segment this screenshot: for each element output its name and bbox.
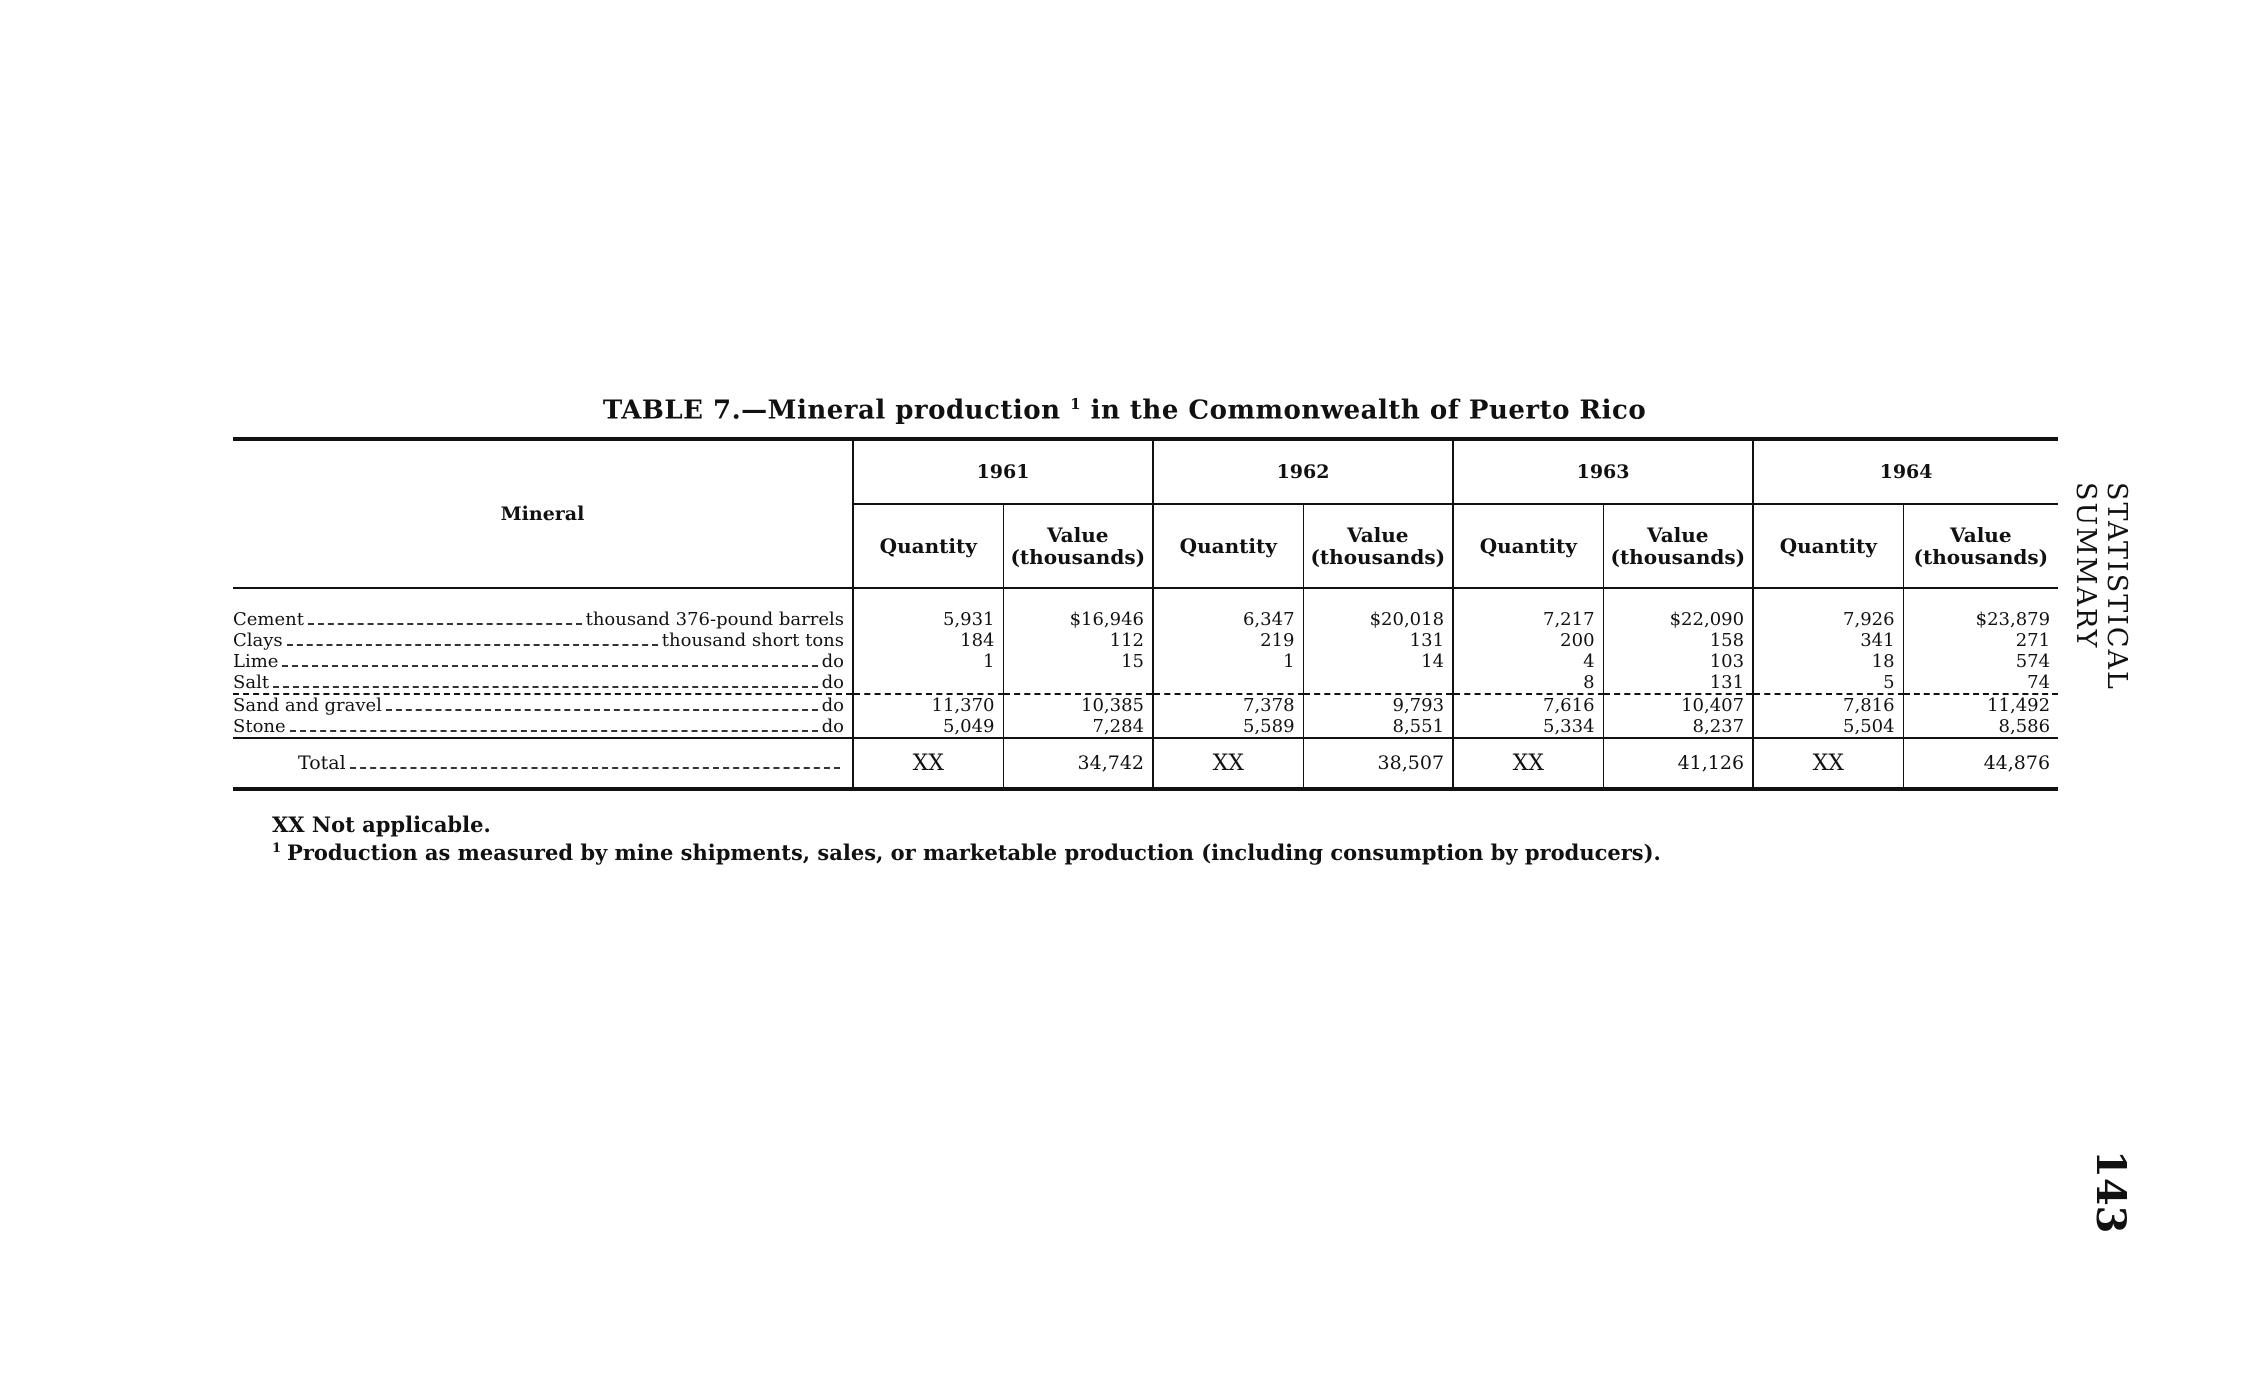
table-cell: 7,926 — [1753, 588, 1903, 630]
table-cell: 5 — [1753, 672, 1903, 694]
mineral-table-container — [233, 437, 2058, 791]
table-cell — [1303, 672, 1453, 694]
table-cell: 103 — [1603, 651, 1753, 672]
table-cell: 5,589 — [1153, 716, 1303, 738]
total-cell: XX — [853, 738, 1003, 789]
year-header-1963: 1963 — [1453, 439, 1753, 504]
table-cell: 5,049 — [853, 716, 1003, 738]
table-cell: 341 — [1753, 630, 1903, 651]
running-head: STATISTICAL SUMMARY — [2070, 482, 2132, 691]
table-cell: 7,217 — [1453, 588, 1603, 630]
total-label: Total — [233, 738, 853, 789]
table-cell — [1003, 672, 1153, 694]
table-cell: $16,946 — [1003, 588, 1153, 630]
total-cell: 34,742 — [1003, 738, 1153, 789]
mineral-label — [233, 630, 853, 651]
table-cell: 7,284 — [1003, 716, 1153, 738]
mineral-unit: do — [821, 672, 844, 693]
mineral-name: Clays — [233, 630, 283, 651]
total-cell: XX — [1753, 738, 1903, 789]
table-cell: 8,237 — [1603, 716, 1753, 738]
mineral-unit: thousand short tons — [661, 630, 844, 651]
quantity-header: Quantity — [1453, 504, 1603, 588]
mineral-name: Lime — [233, 651, 279, 672]
mineral-unit: do — [821, 716, 844, 737]
table-row — [233, 630, 2058, 651]
table-cell: 5,931 — [853, 588, 1003, 630]
total-row — [233, 738, 2058, 789]
table-cell: 6,347 — [1153, 588, 1303, 630]
not-applicable-note: XX Not applicable. — [272, 812, 491, 837]
table-row — [233, 651, 2058, 672]
table-cell: $20,018 — [1303, 588, 1453, 630]
table-cell: 219 — [1153, 630, 1303, 651]
table-cell: 11,492 — [1987, 695, 2051, 716]
mineral-label — [233, 716, 853, 738]
table-cell: 7,616 — [1453, 694, 1603, 716]
table-title — [0, 395, 2249, 426]
table-cell: 131 — [1303, 630, 1453, 651]
quantity-header: Quantity — [1153, 504, 1303, 588]
table-cell: 574 — [2015, 651, 2051, 672]
table-cell: 10,407 — [1603, 694, 1753, 716]
year-header-1964: 1964 — [1753, 439, 2058, 504]
table-cell: 1 — [853, 651, 1003, 672]
quantity-header: Quantity — [853, 504, 1003, 588]
mineral-unit: do — [821, 695, 844, 716]
mineral-name: Stone — [233, 716, 286, 737]
total-cell: 44,876 — [1903, 738, 2058, 789]
table-cell: $23,879 — [1975, 609, 2051, 630]
table-row — [233, 694, 2058, 716]
total-cell: XX — [1153, 738, 1303, 789]
mineral-label — [233, 694, 853, 716]
table-cell: 10,385 — [1003, 694, 1153, 716]
total-cell: 41,126 — [1603, 738, 1753, 789]
value-header: Value (thousands) — [1003, 504, 1153, 588]
mineral-label — [233, 588, 853, 630]
value-header: Value (thousands) — [1903, 504, 2058, 588]
mineral-name: Sand and gravel — [233, 695, 382, 716]
table-cell: 14 — [1303, 651, 1453, 672]
table-cell: 7,816 — [1753, 694, 1903, 716]
mineral-name: Salt — [233, 672, 270, 693]
value-header: Value (thousands) — [1603, 504, 1753, 588]
mineral-production-table — [233, 437, 2058, 791]
table-cell: 112 — [1003, 630, 1153, 651]
table-cell: 271 — [2015, 630, 2051, 651]
table-cell: 131 — [1603, 672, 1753, 694]
table-cell: 11,370 — [853, 694, 1003, 716]
table-body — [233, 588, 2058, 789]
value-header: Value (thousands) — [1303, 504, 1453, 588]
year-header-1961: 1961 — [853, 439, 1153, 504]
table-notes — [272, 813, 1661, 865]
table-cell: 5,334 — [1453, 716, 1603, 738]
page-number: 143 — [2087, 1150, 2134, 1234]
footnote — [272, 837, 1661, 865]
mineral-label — [233, 672, 853, 694]
title-footnote-marker: 1 — [1070, 395, 1082, 413]
table-title-text: TABLE 7.—Mineral production — [602, 395, 1061, 426]
table-row — [233, 716, 2058, 738]
mineral-name: Cement — [233, 609, 304, 630]
total-cell: XX — [1453, 738, 1603, 789]
table-cell: 7,378 — [1153, 694, 1303, 716]
table-row — [233, 588, 2058, 630]
table-cell: 18 — [1753, 651, 1903, 672]
year-header-1962: 1962 — [1153, 439, 1453, 504]
table-cell: 15 — [1003, 651, 1153, 672]
table-row — [233, 672, 2058, 694]
mineral-label — [233, 651, 853, 672]
quantity-header: Quantity — [1753, 504, 1903, 588]
table-cell — [1153, 672, 1303, 694]
mineral-unit: do — [821, 651, 844, 672]
table-cell: 158 — [1603, 630, 1753, 651]
table-cell: 8 — [1453, 672, 1603, 694]
table-cell: 184 — [853, 630, 1003, 651]
footnote-text: Production as measured by mine shipments, sales, or marketable production (including consumption by producers). — [287, 840, 1661, 865]
table-cell: 8,586 — [1998, 716, 2051, 737]
table-cell: 5,504 — [1753, 716, 1903, 738]
table-cell: 200 — [1453, 630, 1603, 651]
mineral-unit: thousand 376-pound barrels — [585, 609, 844, 630]
table-cell: 8,551 — [1303, 716, 1453, 738]
table-cell: 4 — [1453, 651, 1603, 672]
mineral-header: Mineral — [233, 439, 853, 588]
table-title-suffix: in the Commonwealth of Puerto Rico — [1090, 395, 1647, 426]
footnote-marker: 1 — [272, 841, 282, 856]
table-cell: 1 — [1153, 651, 1303, 672]
total-cell: 38,507 — [1303, 738, 1453, 789]
table-cell — [853, 672, 1003, 694]
table-cell: $22,090 — [1603, 588, 1753, 630]
table-cell: 74 — [1903, 672, 2058, 694]
table-cell: 9,793 — [1303, 694, 1453, 716]
